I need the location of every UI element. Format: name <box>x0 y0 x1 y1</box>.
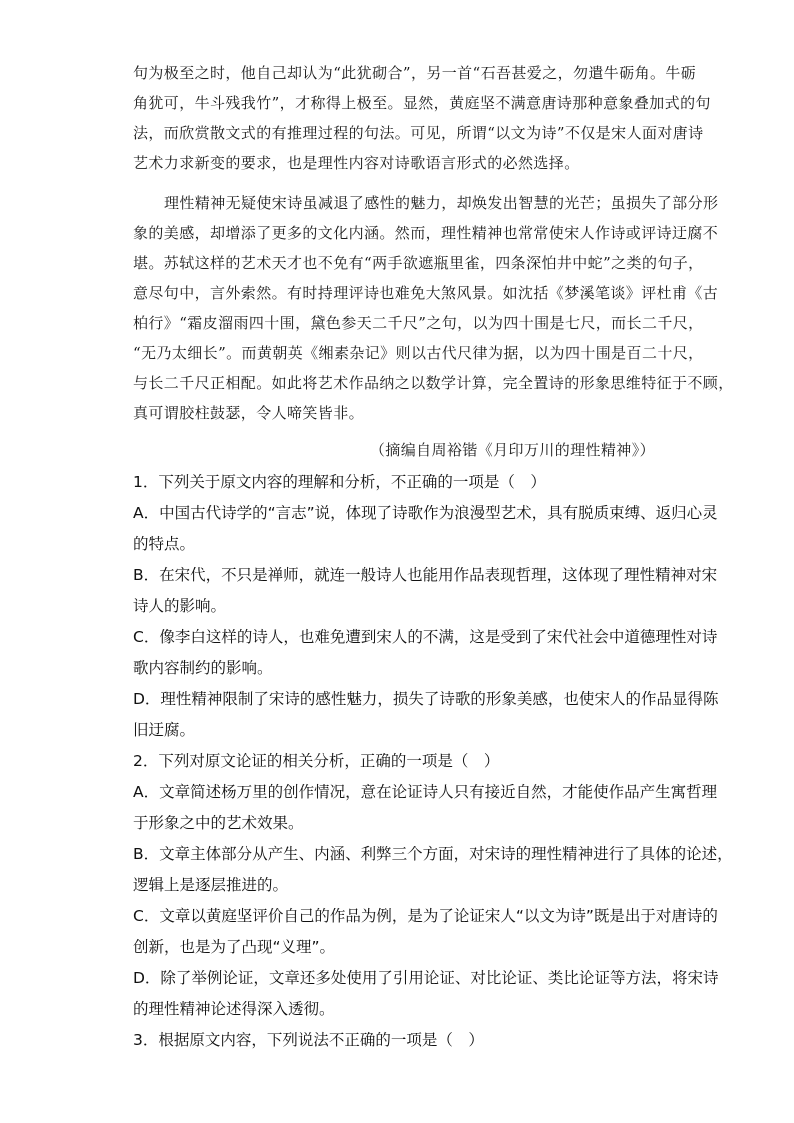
passage-line: 法，而欣赏散文式的有推理过程的句法。可见，所谓“以文为诗”不仅是宋人面对唐诗 <box>133 124 704 142</box>
question-stem: 1．下列关于原文内容的理解和分析，不正确的一项是（ ） <box>133 473 546 491</box>
option-c-line-1: C．文章以黄庭坚评价自己的作品为例，是为了论证宋人“以文为诗”既是出于对唐诗的 <box>133 907 718 925</box>
option-b-line-2: 诗人的影响。 <box>133 597 227 615</box>
option-d-line-1: D．理性精神限制了宋诗的感性魅力，损失了诗歌的形象美感，也使宋人的作品显得陈 <box>133 690 719 708</box>
passage-line: 象的美感，却增添了更多的文化内涵。然而，理性精神也常常使宋人作诗或评诗迂腐不 <box>133 224 719 242</box>
option-c-line-2: 歌内容制约的影响。 <box>133 659 273 677</box>
passage-paragraph-1 <box>133 58 711 178</box>
option-c-line-2: 创新，也是为了凸现“义理”。 <box>133 938 336 956</box>
passage-line: 艺术力求新变的要求，也是理性内容对诗歌语言形式的必然选择。 <box>133 154 580 172</box>
passage-source: （摘编自周裕锴《月印万川的理性精神》） <box>369 441 655 459</box>
passage-line: 堪。苏轼这样的艺术天才也不免有“两手欲遮瓶里雀，四条深怕井中蛇”之类的句子， <box>133 254 704 272</box>
option-a-line-1: A．文章简述杨万里的创作情况，意在论证诗人只有接近自然，才能使作品产生寓哲理 <box>133 783 718 801</box>
option-d-line-2: 的理性精神论述得深入透彻。 <box>133 1000 335 1018</box>
option-a-line-2: 的特点。 <box>133 535 196 553</box>
question-stem: 3．根据原文内容，下列说法不正确的一项是（ ） <box>133 1031 484 1049</box>
passage-line: 与长二千尺正相配。如此将艺术作品纳之以数学计算，完全置诗的形象思维特征于不顾， <box>133 374 734 392</box>
passage-line: 句为极至之时，他自己却认为“此犹砌合”，另一首“石吾甚爱之，勿遣牛砺角。牛砺 <box>133 64 697 82</box>
passage-line: 柏行》“霜皮溜雨四十围，黛色参天二千尺”之句，以为四十围是七尺，而长二千尺， <box>133 314 704 332</box>
option-b-line-1: B．文章主体部分从产生、内涵、利弊三个方面，对宋诗的理性精神进行了具体的论述， <box>133 845 733 863</box>
passage-line: “无乃太细长”。而黄朝英《缃素杂记》则以古代尺律为据，以为四十围是百二十尺， <box>133 344 704 362</box>
option-d-line-2: 旧迂腐。 <box>133 721 196 739</box>
option-a-line-1: A．中国古代诗学的“言志”说，体现了诗歌作为浪漫型艺术，具有脱质束缚、返归心灵 <box>133 504 718 522</box>
question-stem: 2．下列对原文论证的相关分析，正确的一项是（ ） <box>133 752 500 770</box>
option-b-line-2: 逻辑上是逐层推进的。 <box>133 876 289 894</box>
option-a-line-2: 于形象之中的艺术效果。 <box>133 814 304 832</box>
passage-line: 真可谓胶柱鼓瑟，令人啼笑皆非。 <box>133 404 365 422</box>
passage-line: 角犹可，牛斗残我竹”，才称得上极至。显然，黄庭坚不满意唐诗那种意象叠加式的句 <box>133 94 711 112</box>
option-d-line-1: D．除了举例论证，文章还多处使用了引用论证、对比论证、类比论证等方法，将宋诗 <box>133 969 719 987</box>
passage-line: 理性精神无疑使宋诗虽减退了感性的魅力，却焕发出智慧的光芒；虽损失了部分形 <box>164 194 719 212</box>
option-c-line-1: C．像李白这样的诗人，也难免遭到宋人的不满，这是受到了宋代社会中道德理性对诗 <box>133 628 718 646</box>
passage-line: 意尽句中，言外索然。有时持理评诗也难免大煞风景。如沈括《梦溪笔谈》评杜甫《古 <box>133 284 719 302</box>
passage-paragraph-2 <box>133 188 734 428</box>
question-1 <box>133 467 719 746</box>
question-2 <box>133 746 733 1025</box>
option-b-line-1: B．在宋代，不只是禅师，就连一般诗人也能用作品表现哲理，这体现了理性精神对宋 <box>133 566 718 584</box>
question-3 <box>133 1025 673 1056</box>
